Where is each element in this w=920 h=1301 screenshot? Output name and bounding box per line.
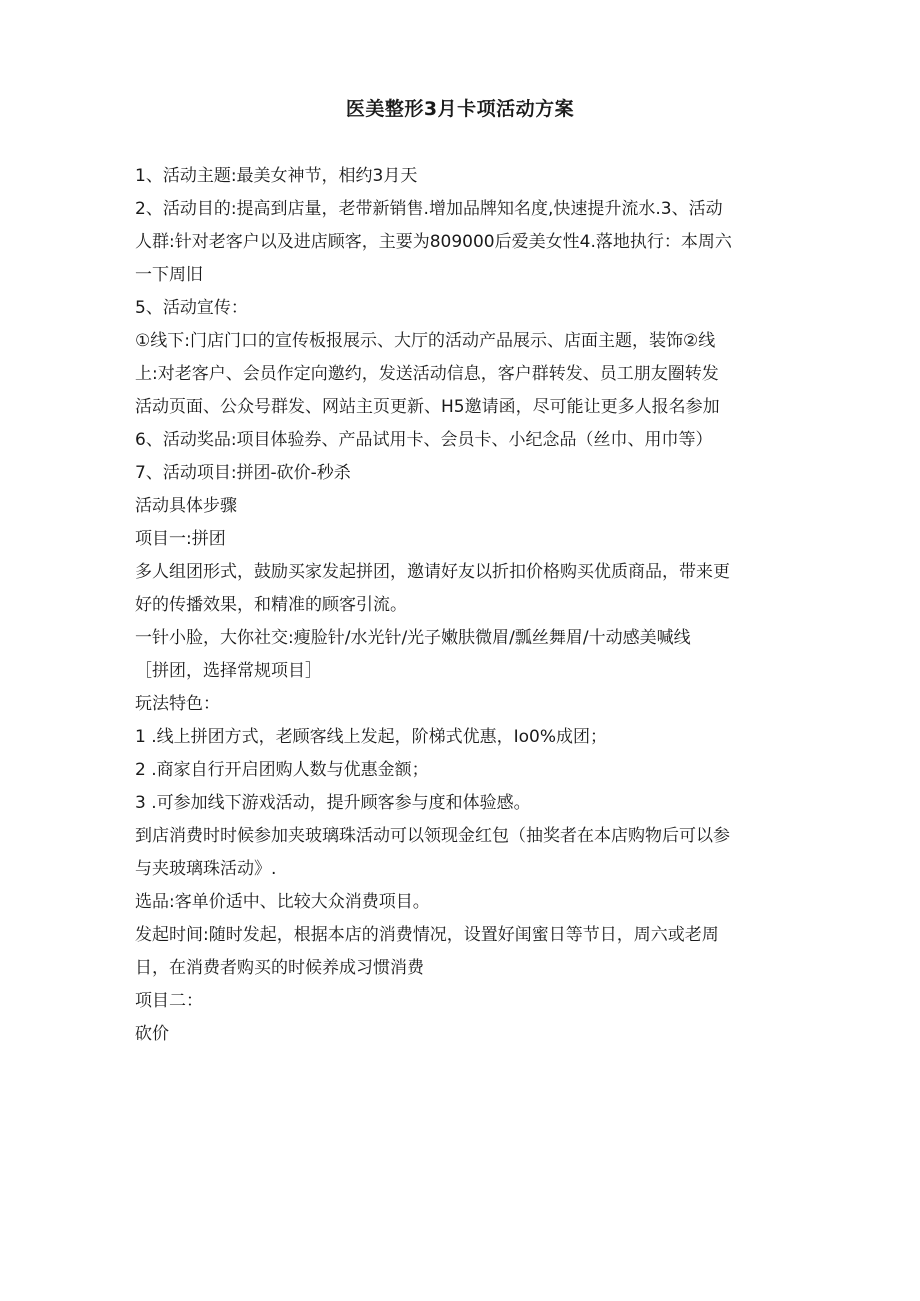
body-line: 人群:针对老客户以及进店顾客，主要为809000后爱美女性4.落地执行：本周六 [135, 232, 732, 252]
document-title: 医美整形3月卡项活动方案 [345, 98, 575, 120]
body-line: 6、活动奖品:项目体验券、产品试用卡、会员卡、小纪念品（丝巾、用巾等） [135, 430, 713, 450]
document-body [135, 160, 790, 1051]
body-line: 玩法特色： [135, 694, 220, 714]
body-line: 活动具体步骤 [135, 496, 237, 516]
body-line: 1、活动主题:最美女神节，相约3月天 [135, 166, 418, 186]
body-line: 一下周旧 [135, 265, 203, 285]
body-line: 上:对老客户、会员作定向邀约，发送活动信息，客户群转发、员工朋友圈转发 [135, 364, 719, 384]
body-line: 与夹玻璃珠活动》. [135, 859, 277, 879]
body-line: 项目一:拼团 [135, 529, 226, 549]
body-line: ［拼团，选择常规项目］ [135, 661, 322, 681]
body-line: 选品:客单价适中、比较大众消费项目。 [135, 892, 430, 912]
body-line: 2、活动目的:提高到店量，老带新销售.增加品牌知名度,快速提升流水.3、活动 [135, 199, 723, 219]
body-line: 1 .线上拼团方式，老顾客线上发起，阶梯式优惠，Io0%成团； [135, 727, 608, 747]
body-line: 一针小脸，大你社交:瘦脸针/水光针/光子嫩肤微眉/瓢丝舞眉/十动感美喊线 [135, 628, 691, 648]
body-line: 5、活动宣传： [135, 298, 248, 318]
body-line: 日，在消费者购买的时候养成习惯消费 [135, 958, 424, 978]
body-line: ①线下:门店门口的宣传板报展示、大厅的活动产品展示、店面主题，装饰②线 [135, 331, 716, 351]
body-line: 7、活动项目:拼团-砍价-秒杀 [135, 463, 351, 483]
body-line: 3 .可参加线下游戏活动，提升顾客参与度和体验感。 [135, 793, 531, 813]
body-line: 砍价 [135, 1024, 169, 1044]
body-line: 到店消费时时候参加夹玻璃珠活动可以领现金红包（抽奖者在本店购物后可以参 [135, 826, 730, 846]
body-line: 活动页面、公众号群发、网站主页更新、H5邀请函，尽可能让更多人报名参加 [135, 397, 720, 417]
body-line: 发起时间:随时发起，根据本店的消费情况，设置好闺蜜日等节日，周六或老周 [135, 925, 719, 945]
body-line: 项目二： [135, 991, 203, 1011]
body-line: 多人组团形式，鼓励买家发起拼团，邀请好友以折扣价格购买优质商品，带来更 [135, 562, 730, 582]
body-line: 好的传播效果，和精准的顾客引流。 [135, 595, 407, 615]
body-line: 2 .商家自行开启团购人数与优惠金额； [135, 760, 429, 780]
